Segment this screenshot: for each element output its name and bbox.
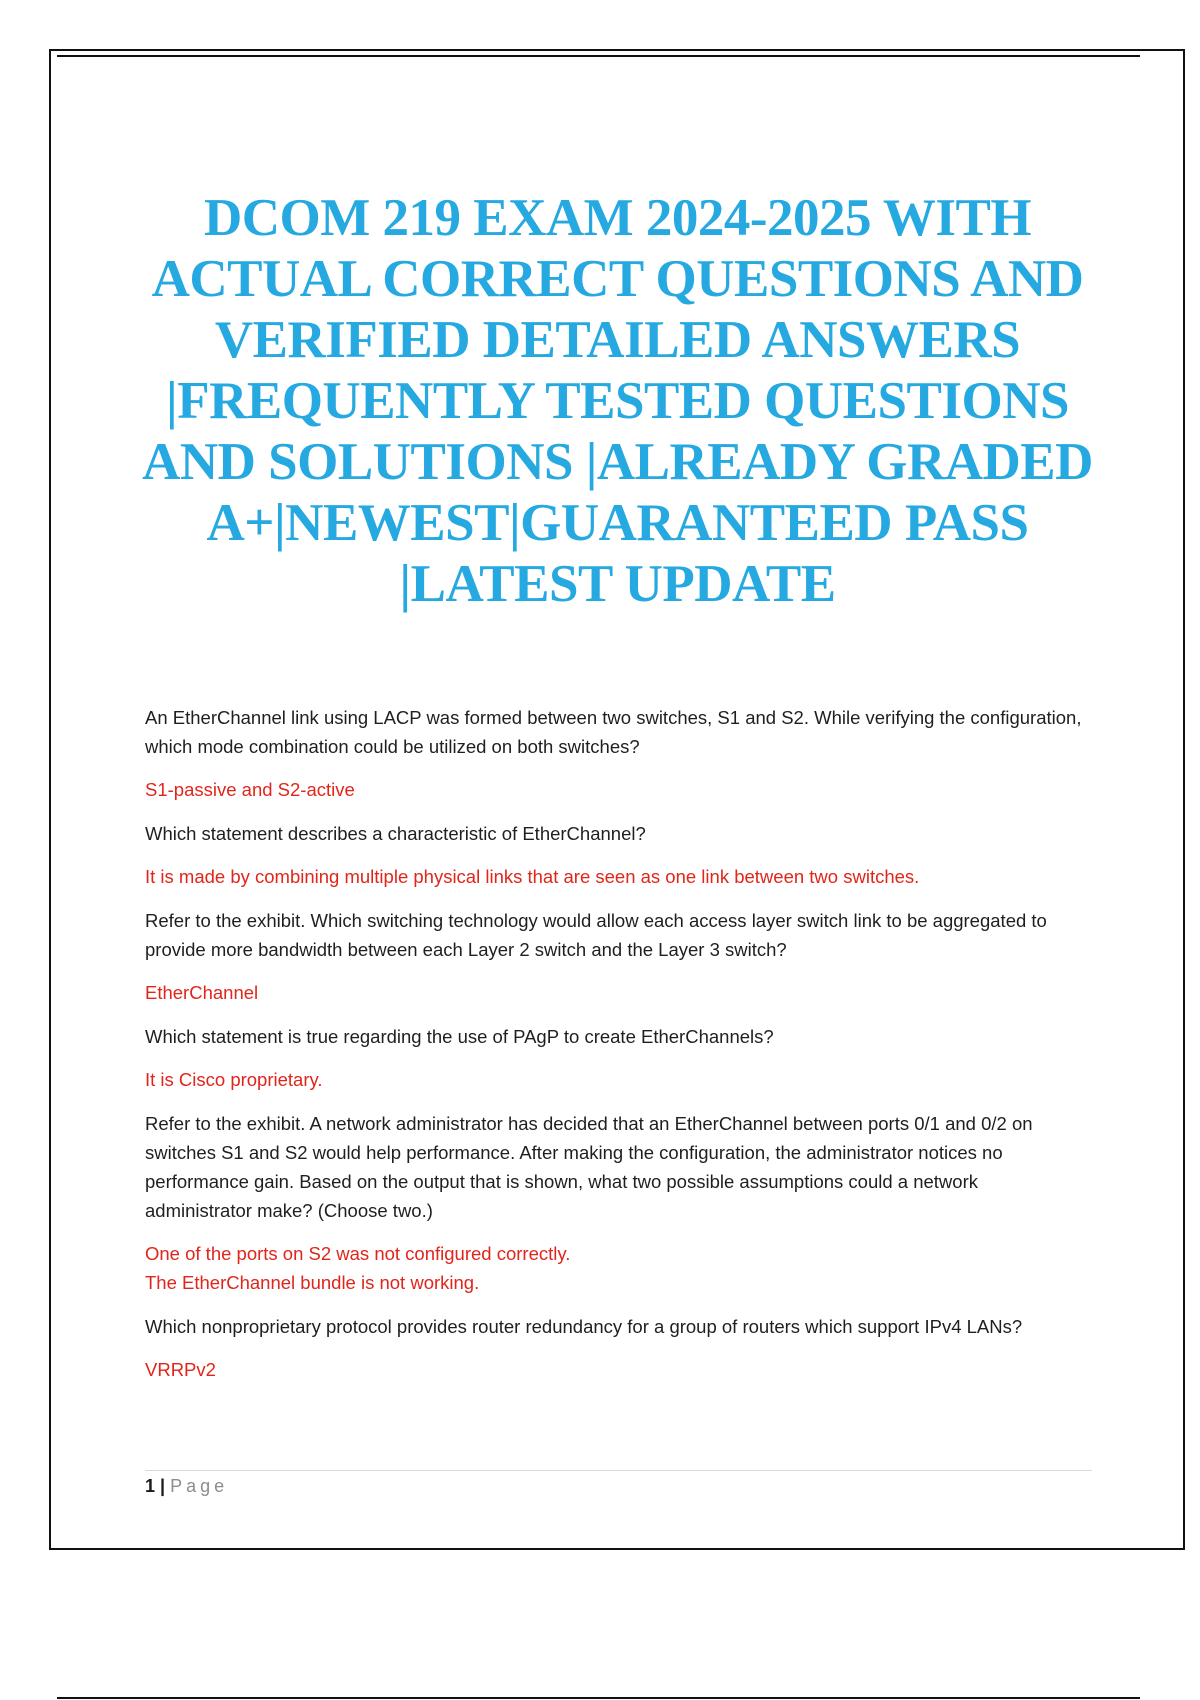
question-2: Which statement describes a characteristic of EtherChannel? <box>145 823 646 844</box>
page-footer <box>145 1474 228 1498</box>
answer-line: It is Cisco proprietary. <box>145 1069 323 1090</box>
document-title <box>130 188 1105 615</box>
answer-line: VRRPv2 <box>145 1359 216 1380</box>
page-number: 1 <box>145 1476 156 1496</box>
answer-line: It is made by combining multiple physical links that are seen as one link between two switches. <box>145 866 920 887</box>
question-4: Which statement is true regarding the use of PAgP to create EtherChannels? <box>145 1026 774 1047</box>
answer-3 <box>145 978 1090 1007</box>
question-5: Refer to the exhibit. A network administrator has decided that an EtherChannel between ports 0/1 and 0/2 on switches S1 and S2 would help performance. After making the configuration, the administrator notices no performance gain. Based on the output that is shown, what two possible assumptions could a network administrator make? (Choose two.) <box>145 1113 1033 1221</box>
answer-6 <box>145 1355 1090 1384</box>
footer-rule <box>145 1470 1092 1471</box>
answer-5 <box>145 1239 1090 1297</box>
question-3: Refer to the exhibit. Which switching technology would allow each access layer switch link to be aggregated to provide more bandwidth between each Layer 2 switch and the Layer 3 switch? <box>145 910 1047 960</box>
title-line: A+|NEWEST|GUARANTEED PASS <box>206 494 1029 552</box>
answer-line: EtherChannel <box>145 982 259 1003</box>
question-6: Which nonproprietary protocol provides router redundancy for a group of routers which support IPv4 LANs? <box>145 1316 1023 1337</box>
bottom-rule <box>57 1697 1140 1699</box>
footer-separator: | <box>160 1476 166 1496</box>
answer-1 <box>145 775 1090 804</box>
question-1: An EtherChannel link using LACP was formed between two switches, S1 and S2. While verifying the configuration, which mode combination could be utilized on both switches? <box>145 707 1082 757</box>
title-line: VERIFIED DETAILED ANSWERS <box>214 311 1021 369</box>
title-line: |FREQUENTLY TESTED QUESTIONS <box>166 372 1069 430</box>
title-line: ACTUAL CORRECT QUESTIONS AND <box>151 250 1084 308</box>
answer-line: S1-passive and S2-active <box>145 779 355 800</box>
page-label: Page <box>170 1476 229 1496</box>
answer-line: The EtherChannel bundle is not working. <box>145 1272 480 1293</box>
answer-4 <box>145 1065 1090 1094</box>
qa-list <box>145 703 1090 1399</box>
top-rule <box>57 55 1140 57</box>
answer-2 <box>145 862 1090 891</box>
title-line: AND SOLUTIONS |ALREADY GRADED <box>142 433 1093 491</box>
answer-line: One of the ports on S2 was not configured correctly. <box>145 1243 571 1264</box>
title-line: DCOM 219 EXAM 2024-2025 WITH <box>203 189 1032 247</box>
title-line: |LATEST UPDATE <box>399 555 836 613</box>
